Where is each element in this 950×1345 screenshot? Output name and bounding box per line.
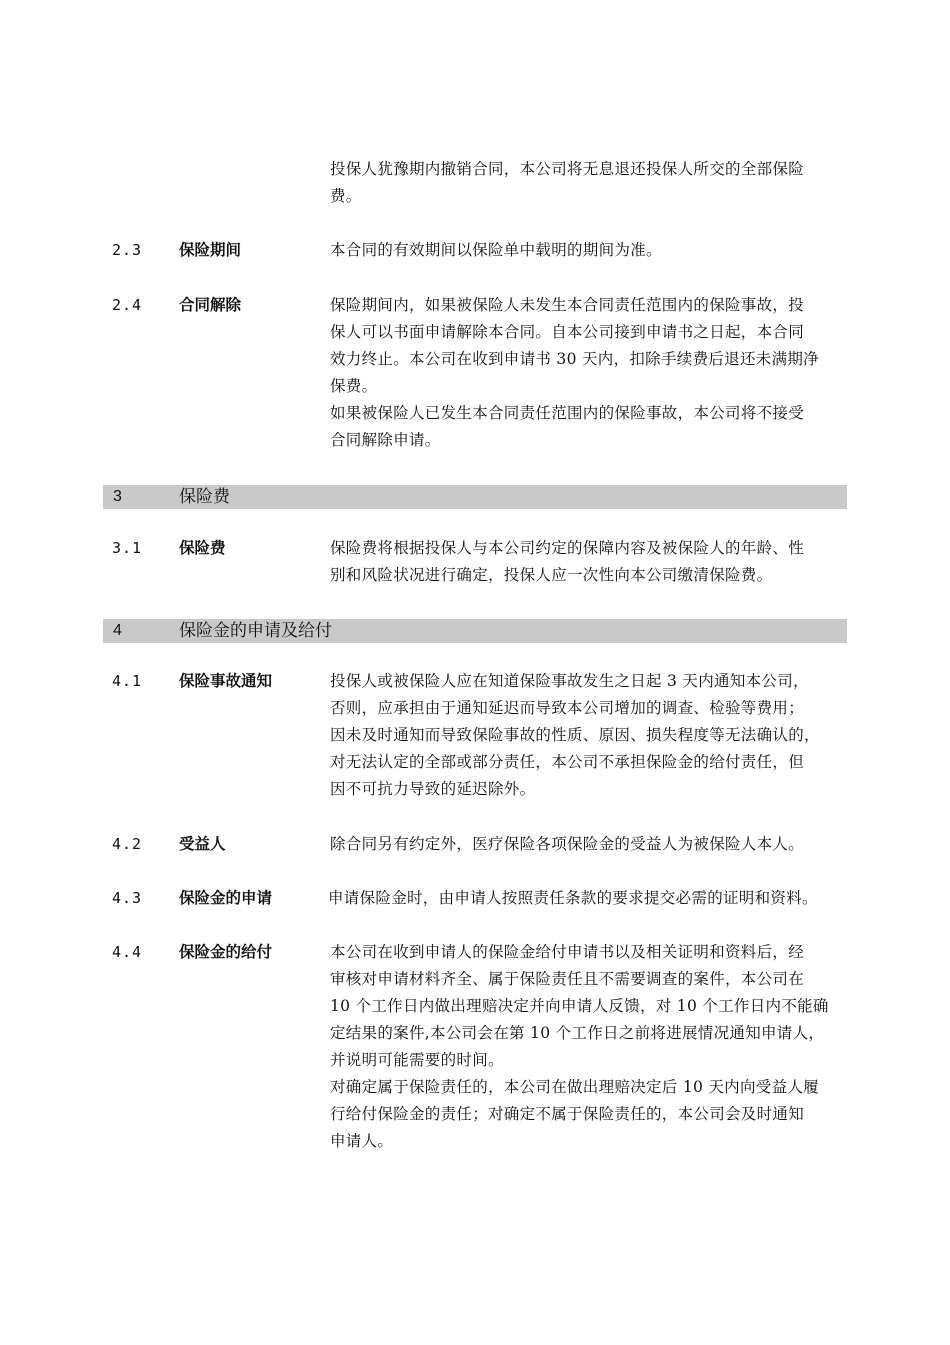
clause-text: 定结果的案件,本公司会在第 10 个工作日之前将进展情况通知申请人，	[330, 1024, 825, 1042]
clause-title: 合同解除	[179, 296, 242, 314]
clause-text: 投保人或被保险人应在知道保险事故发生之日起 3 天内通知本公司，	[330, 672, 809, 690]
clause-text: 合同解除申请。	[330, 431, 441, 449]
clause-text: 保险期间内，如果被保险人未发生本合同责任范围内的保险事故，投	[330, 296, 805, 314]
intro-line-2: 费。	[330, 187, 362, 205]
clause-text: 因未及时通知而导致保险事故的性质、原因、损失程度等无法确认的，	[330, 726, 820, 744]
clause-text: 申请人。	[330, 1132, 394, 1150]
clause-text: 别和风险状况进行确定，投保人应一次性向本公司缴清保险费。	[330, 566, 773, 584]
clause-text: 10 个工作日内做出理赔决定并向申请人反馈，对 10 个工作日内不能确	[330, 997, 829, 1015]
clause-text: 行给付保险金的责任；对确定不属于保险责任的，本公司会及时通知	[330, 1105, 805, 1123]
clause-number: 4.1	[112, 672, 143, 690]
clause-number: 2.3	[112, 241, 143, 259]
clause-text: 本合同的有效期间以保险单中载明的期间为准。	[330, 241, 662, 259]
clause-title: 保险费	[179, 539, 226, 557]
clause-number: 4.2	[112, 835, 143, 853]
clause-number: 3.1	[112, 539, 143, 557]
clause-title: 保险金的申请	[179, 889, 273, 907]
clause-text: 本公司在收到申请人的保险金给付申请书以及相关证明和资料后，经	[330, 943, 805, 961]
section-header-3	[103, 485, 847, 509]
section-header-4	[103, 619, 847, 643]
clause-text: 如果被保险人已发生本合同责任范围内的保险事故，本公司将不接受	[330, 404, 805, 422]
clause-title: 保险期间	[179, 241, 242, 259]
section-number: 3	[113, 488, 122, 505]
clause-text: 对无法认定的全部或部分责任，本公司不承担保险金的给付责任，但	[330, 753, 805, 771]
clause-text: 申请保险金时，由申请人按照责任条款的要求提交必需的证明和资料。	[328, 889, 818, 907]
intro-line-1: 投保人犹豫期内撤销合同，本公司将无息退还投保人所交的全部保险	[330, 160, 805, 178]
clause-text: 除合同另有约定外，医疗保险各项保险金的受益人为被保险人本人。	[330, 835, 805, 853]
clause-text: 保险费将根据投保人与本公司约定的保障内容及被保险人的年龄、性	[330, 539, 805, 557]
clause-text: 因不可抗力导致的延迟除外。	[330, 780, 536, 798]
clause-text: 效力终止。本公司在收到申请书 30 天内，扣除手续费后退还未满期净	[330, 350, 819, 368]
clause-number: 2.4	[112, 296, 143, 314]
clause-title: 受益人	[179, 835, 226, 853]
clause-number: 4.3	[112, 889, 143, 907]
clause-number: 4.4	[112, 943, 143, 961]
clause-text: 审核对申请材料齐全、属于保险责任且不需要调查的案件，本公司在	[330, 970, 805, 988]
clause-text: 并说明可能需要的时间。	[330, 1051, 504, 1069]
clause-title: 保险事故通知	[179, 672, 273, 690]
clause-text: 对确定属于保险责任的，本公司在做出理赔决定后 10 天内向受益人履	[330, 1078, 819, 1096]
section-title: 保险金的申请及给付	[179, 621, 332, 641]
clause-text: 否则，应承担由于通知延迟而导致本公司增加的调查、检验等费用；	[330, 699, 805, 717]
section-title: 保险费	[179, 487, 230, 507]
clause-text: 保费。	[330, 377, 378, 395]
clause-text: 保人可以书面申请解除本合同。自本公司接到申请书之日起，本合同	[330, 323, 805, 341]
clause-title: 保险金的给付	[179, 943, 273, 961]
section-number: 4	[113, 622, 122, 639]
